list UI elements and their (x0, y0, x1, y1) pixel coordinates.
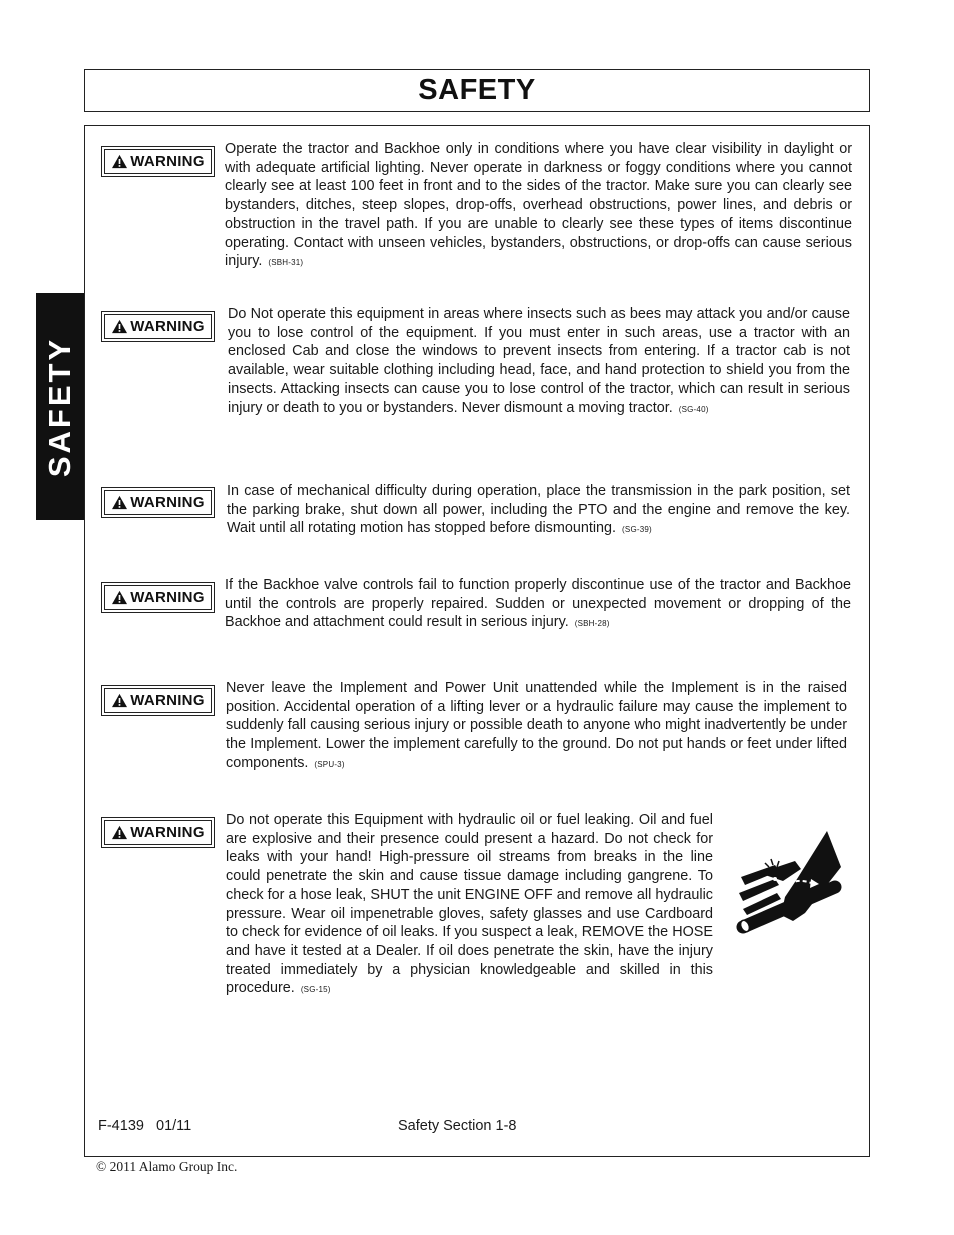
hand-hydraulic-leak-icon (735, 827, 847, 939)
warning-triangle-icon (111, 590, 128, 605)
warning-code: (SG-15) (300, 985, 331, 995)
warning-badge (101, 146, 215, 177)
warning-triangle-icon (111, 693, 128, 708)
warning-body: If the Backhoe valve controls fail to function properly discontinue use of the tractor and Backhoe until the controls are properly repaired. Sudden or unexpected movement or dropping of the Backhoe and attachment could result in serious injury. (225, 577, 851, 631)
warning-badge-label: WARNING (130, 824, 205, 841)
copyright-notice: © 2011 Alamo Group Inc. (96, 1159, 238, 1174)
content-frame (84, 125, 870, 1157)
warning-triangle-icon (111, 825, 128, 840)
warning-text-sg-39 (227, 482, 850, 540)
warning-badge (101, 685, 215, 716)
page-title: SAFETY (418, 74, 536, 106)
warning-body: Do Not operate this equipment in areas where insects such as bees may attack you and/or cause you to lose control of the equipment. If you must enter in such areas, use a tractor with an enclosed Cab and close the windows to prevent insects from entering. If a tractor cab is not available, wear suitable clothing including head, face, and hand protection to shield you from the insects. Attacking insects can cause you to lose control of the tractor, which can result in serious injury or death to you or bystanders. Never dismount a moving tractor. (228, 306, 850, 416)
warning-text-sg-40 (228, 305, 850, 419)
warning-badge-label: WARNING (130, 318, 205, 335)
warning-body: Never leave the Implement and Power Unit unattended while the Implement is in the raised position. Accidental operation of a lifting lever or a hydraulic failure may cause the implement to suddenly fall causing serious injury or possible death to anyone who might inadvertently be under the Implement. Lower the implement carefully to the ground. Do not put hands or feet under lifted components. (226, 680, 847, 771)
warning-code: (SBH-31) (268, 258, 304, 268)
side-tab-label: SAFETY (42, 336, 78, 477)
warning-badge (101, 582, 215, 613)
warning-badge-label: WARNING (130, 589, 205, 606)
warning-body: In case of mechanical difficulty during operation, place the transmission in the park position, set the parking brake, shut down all power, including the PTO and the engine and remove the key. Wait until all rotating motion has stopped before dismounting. (227, 483, 850, 537)
warning-badge-label: WARNING (130, 692, 205, 709)
warning-text-spu-3 (226, 679, 847, 775)
footer-section: Safety Section 1-8 (398, 1118, 517, 1134)
warning-badge (101, 311, 215, 342)
section-side-tab (36, 293, 85, 520)
warning-badge-label: WARNING (130, 494, 205, 511)
warning-code: (SBH-28) (574, 619, 610, 629)
warning-body: Do not operate this Equipment with hydraulic oil or fuel leaking. Oil and fuel are explosive and their presence could present a hazard. Do not check for leaks with your hand! High-pressure oil streams from breaks in the line could penetrate the skin and cause tissue damage including gangrene. To check for a hose leak, SHUT the unit ENGINE OFF and remove all hydraulic pressure. Wear oil impenetrable gloves, safety glasses and use Cardboard to check for evidence of oil leaks. If you suspect a leak, REMOVE the HOSE and have it tested at a Dealer. If oil does penetrate the skin, have the injury treated immediately by a physician knowledgeable and skilled in this procedure. (226, 812, 713, 997)
warning-triangle-icon (111, 319, 128, 334)
warning-badge (101, 817, 215, 848)
warning-badge-label: WARNING (130, 153, 205, 170)
warning-text-sg-15 (226, 811, 713, 1000)
page-header (84, 69, 870, 112)
warning-text-sbh-28 (225, 576, 851, 634)
warning-text-sbh-31 (225, 140, 852, 273)
warning-triangle-icon (111, 495, 128, 510)
footer-doc-number: F-4139 01/11 (98, 1118, 192, 1134)
warning-triangle-icon (111, 154, 128, 169)
warning-badge (101, 487, 215, 518)
warning-body: Operate the tractor and Backhoe only in conditions where you have clear visibility in daylight or with adequate artificial lighting. Never operate in darkness or foggy conditions where you cannot clearly see at least 100 feet in front and to the sides of the tractor. Make sure you can clearly see bystanders, ditches, steep slopes, drop-offs, overhead obstructions, power lines, and debris or obstruction in the travel path. If you are unable to clearly see these types of items discontinue operating. Contact with unseen vehicles, bystanders, obstructions, or drop-offs can cause serious injury. (225, 141, 852, 270)
warning-code: (SPU-3) (314, 759, 345, 769)
warning-code: (SG-39) (622, 525, 652, 535)
warning-code: (SG-40) (678, 404, 709, 414)
